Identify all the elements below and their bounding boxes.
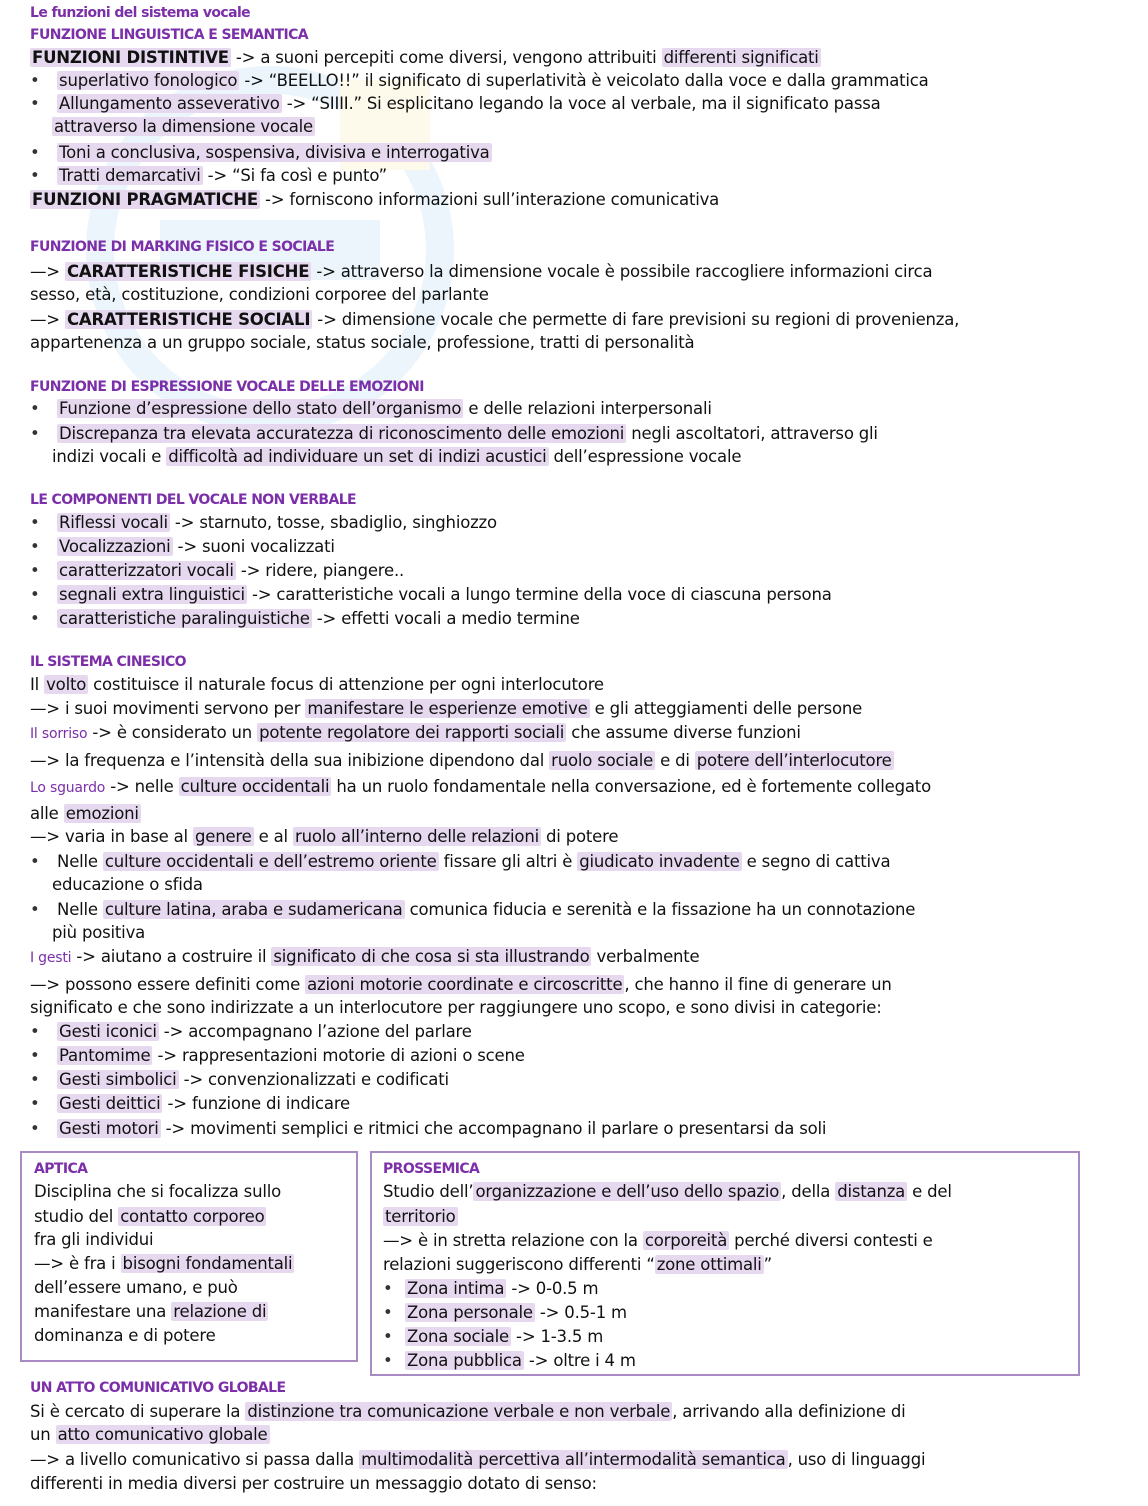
aptica-box xyxy=(20,1151,358,1362)
aptica-heading: APTICA xyxy=(34,1161,88,1177)
page-title: Le funzioni del sistema vocale xyxy=(30,5,251,21)
list-item: • Allungamento asseverativo -> “SIIII.” Si esplicitano legando la voce al verbale, ma il significato passa xyxy=(30,92,881,115)
list-item: • Zona personale -> 0.5-1 m xyxy=(383,1301,627,1324)
section-heading-componenti: LE COMPONENTI DEL VOCALE NON VERBALE xyxy=(30,492,356,508)
line: —> la frequenza e l’intensità della sua inibizione dipendono dal ruolo sociale e di potere dell’interlocutore xyxy=(30,751,892,770)
line: —> varia in base al genere e al ruolo all’interno delle relazioni di potere xyxy=(30,827,619,846)
line: dell’essere umano, e può xyxy=(34,1278,238,1297)
list-item-continued: indizi vocali e difficoltà ad individuare un set di indizi acustici dell’espressione vocale xyxy=(52,447,742,466)
list-item: • Gesti motori -> movimenti semplici e ritmici che accompagnano il parlare o presentarsi da soli xyxy=(30,1117,826,1140)
section-heading-cinesico: IL SISTEMA CINESICO xyxy=(30,654,186,670)
line: fra gli individui xyxy=(34,1230,154,1249)
list-item: • Vocalizzazioni -> suoni vocalizzati xyxy=(30,535,335,558)
list-item-continued: più positiva xyxy=(52,923,146,942)
line: —> CARATTERISTICHE FISICHE -> attraverso la dimensione vocale è possibile raccogliere informazioni circa xyxy=(30,262,933,281)
line: —> CARATTERISTICHE SOCIALI -> dimensione vocale che permette di fare previsioni su regioni di provenienza, xyxy=(30,310,960,329)
line: Disciplina che si focalizza sullo xyxy=(34,1182,281,1201)
line: relazioni suggeriscono differenti “ zone ottimali ” xyxy=(383,1255,773,1274)
section-heading-atto-globale: UN ATTO COMUNICATIVO GLOBALE xyxy=(30,1380,286,1396)
list-item: • Zona pubblica -> oltre i 4 m xyxy=(383,1349,636,1372)
list-item: • Gesti simbolici -> convenzionalizzati e codificati xyxy=(30,1068,449,1091)
line: Lo sguardo -> nelle culture occidentali ha un ruolo fondamentale nella conversazione, ed è fortemente collegato xyxy=(30,777,931,796)
list-item: • Nelle culture latina, araba e sudamericana comunica fiducia e serenità e la fissazione ha un connotazione xyxy=(30,898,915,921)
prossemica-box xyxy=(370,1151,1080,1376)
line: manifestare una relazione di xyxy=(34,1302,267,1321)
line: FUNZIONI DISTINTIVE -> a suoni percepiti come diversi, vengono attribuiti differenti significati xyxy=(32,48,819,67)
line: Si è cercato di superare la distinzione tra comunicazione verbale e non verbale , arrivando alla definizione di xyxy=(30,1402,906,1421)
list-item-continued: attraverso la dimensione vocale xyxy=(54,117,313,136)
line: —> è in stretta relazione con la corporeità perché diversi contesti e xyxy=(383,1231,933,1250)
line: sesso, età, costituzione, condizioni corporee del parlante xyxy=(30,285,489,304)
list-item: • Zona sociale -> 1-3.5 m xyxy=(383,1325,603,1348)
list-item: • Nelle culture occidentali e dell’estremo oriente fissare gli altri è giudicato invadente e segno di cattiva xyxy=(30,850,890,873)
line: —> a livello comunicativo si passa dalla multimodalità percettiva all’intermodalità semantica , uso di linguaggi xyxy=(30,1450,926,1469)
list-item: • Tratti demarcativi -> “Si fa così e punto” xyxy=(30,164,387,187)
line: appartenenza a un gruppo sociale, status sociale, professione, tratti di personalità xyxy=(30,333,695,352)
line: FUNZIONI PRAGMATICHE -> forniscono informazioni sull’interazione comunicativa xyxy=(32,190,720,209)
line: un atto comunicativo globale xyxy=(30,1425,268,1444)
list-item: • Funzione d’espressione dello stato dell’organismo e delle relazioni interpersonali xyxy=(30,397,712,420)
list-item: • Pantomime -> rappresentazioni motorie di azioni o scene xyxy=(30,1044,525,1067)
line: differenti in media diversi per costruire un messaggio dotato di senso: xyxy=(30,1474,597,1493)
section-heading-emozioni: FUNZIONE DI ESPRESSIONE VOCALE DELLE EMOZIONI xyxy=(30,379,424,395)
line: dominanza e di potere xyxy=(34,1326,216,1345)
line: alle emozioni xyxy=(30,804,139,823)
list-item: • segnali extra linguistici -> caratteristiche vocali a lungo termine della voce di ciascuna persona xyxy=(30,583,832,606)
line: —> possono essere definiti come azioni motorie coordinate e circoscritte , che hanno il fine di generare un xyxy=(30,975,892,994)
line: Il sorriso -> è considerato un potente regolatore dei rapporti sociali che assume diverse funzioni xyxy=(30,723,801,742)
list-item: • Discrepanza tra elevata accuratezza di riconoscimento delle emozioni negli ascoltatori, attraverso gli xyxy=(30,422,878,445)
line: I gesti -> aiutano a costruire il significato di che cosa si sta illustrando verbalmente xyxy=(30,947,700,966)
section-heading-linguistica: FUNZIONE LINGUISTICA E SEMANTICA xyxy=(30,27,309,43)
prossemica-heading: PROSSEMICA xyxy=(383,1161,480,1177)
line: —> è fra i bisogni fondamentali xyxy=(34,1254,293,1273)
line: studio del contatto corporeo xyxy=(34,1207,265,1226)
list-item: • Toni a conclusiva, sospensiva, divisiva e interrogativa xyxy=(30,141,492,164)
line: Il volto costituisce il naturale focus di attenzione per ogni interlocutore xyxy=(30,675,604,694)
list-item: • caratterizzatori vocali -> ridere, piangere.. xyxy=(30,559,404,582)
list-item-continued: educazione o sfida xyxy=(52,875,203,894)
section-heading-marking: FUNZIONE DI MARKING FISICO E SOCIALE xyxy=(30,239,335,255)
line: —> i suoi movimenti servono per manifestare le esperienze emotive e gli atteggiamenti delle persone xyxy=(30,699,863,718)
list-item: • Gesti deittici -> funzione di indicare xyxy=(30,1092,350,1115)
line: Studio dell’ organizzazione e dell’uso dello spazio , della distanza e del xyxy=(383,1182,952,1201)
list-item: • Riflessi vocali -> starnuto, tosse, sbadiglio, singhiozzo xyxy=(30,511,497,534)
list-item: • Gesti iconici -> accompagnano l’azione del parlare xyxy=(30,1020,472,1043)
term: FUNZIONI DISTINTIVE xyxy=(32,48,229,67)
line: significato e che sono indirizzate a un interlocutore per raggiungere uno scopo, e sono divisi in categorie: xyxy=(30,998,882,1017)
list-item: • caratteristiche paralinguistiche -> effetti vocali a medio termine xyxy=(30,607,580,630)
list-item: • superlativo fonologico -> “BEELLO!!” il significato di superlatività è veicolato dalla voce e dalla grammatica xyxy=(30,69,929,92)
line: territorio xyxy=(385,1207,456,1226)
list-item: • Zona intima -> 0-0.5 m xyxy=(383,1277,598,1300)
